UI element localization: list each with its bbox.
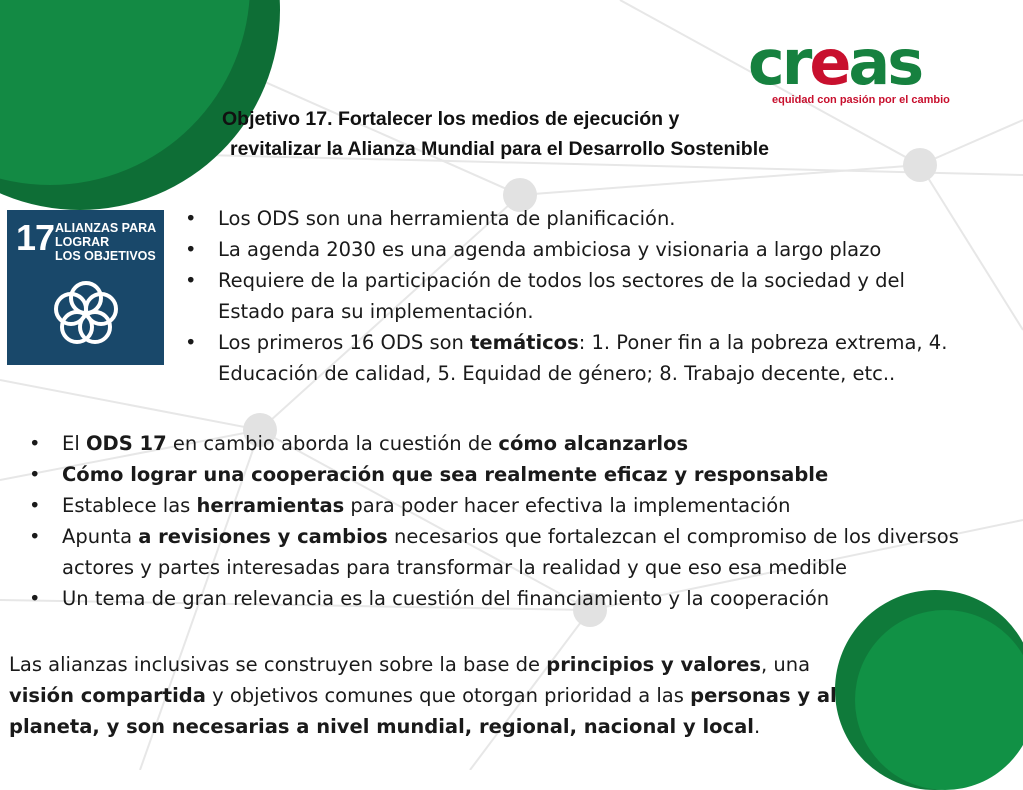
title-line-2: revitalizar la Alianza Mundial para el Desarrollo Sostenible bbox=[230, 138, 769, 160]
list-item: • Un tema de gran relevancia es la cuestión del financiamiento y la cooperación bbox=[62, 583, 959, 614]
list-item: • Cómo lograr una cooperación que sea realmente eficaz y responsable bbox=[62, 459, 959, 490]
bullet-list-top bbox=[218, 203, 947, 389]
sdg-17-badge bbox=[7, 210, 164, 365]
sdg-number: 17 bbox=[16, 217, 55, 258]
list-item: • Establece las herramientas para poder hacer efectiva la implementación bbox=[62, 490, 959, 521]
closing-paragraph: Las alianzas inclusivas se construyen sobre la base de principios y valores, una visión compartida y objetivos comunes que otorgan prioridad a las personas y al planeta, y son necesarias a nivel mundial, regional, nacional y local. bbox=[9, 653, 837, 738]
list-item: • El ODS 17 en cambio aborda la cuestión de cómo alcanzarlos bbox=[62, 428, 959, 459]
bullet-list-bottom bbox=[62, 428, 959, 614]
list-item: • La agenda 2030 es una agenda ambiciosa y visionaria a largo plazo bbox=[218, 234, 947, 265]
interlocking-rings-icon bbox=[49, 276, 123, 350]
title-line-1: Objetivo 17. Fortalecer los medios de ejecución y bbox=[222, 108, 680, 130]
decorative-circle-bottom-right-inner bbox=[855, 610, 1023, 790]
logo-tagline: equidad con pasión por el cambio bbox=[772, 94, 950, 106]
list-item: • Requiere de la participación de todos los sectores de la sociedad y del Estado para su implementación. bbox=[218, 265, 947, 327]
creas-logo bbox=[748, 26, 968, 110]
list-item: • Los ODS son una herramienta de planificación. bbox=[218, 203, 947, 234]
sdg-label: ALIANZAS PARA LOGRAR LOS OBJETIVOS bbox=[55, 221, 157, 263]
list-item: • Apunta a revisiones y cambios necesarios que fortalezcan el compromiso de los diversos actores y partes interesadas para transformar la realidad y que eso esa medible bbox=[62, 521, 959, 583]
list-item: • Los primeros 16 ODS son temáticos: 1. Poner fin a la pobreza extrema, 4. Educación de calidad, 5. Equidad de género; 8. Trabajo decente, etc.. bbox=[218, 327, 947, 389]
logo-wordmark: creas bbox=[748, 26, 922, 99]
slide-title bbox=[222, 104, 902, 164]
